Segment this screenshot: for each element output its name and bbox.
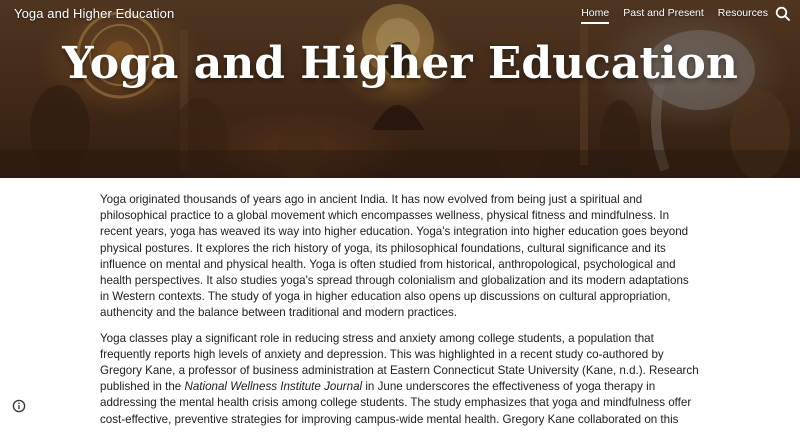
journal-title: National Wellness Institute Journal — [184, 380, 363, 394]
nav-item-resources[interactable]: Resources — [717, 7, 768, 19]
nav-item-past-and-present[interactable]: Past and Present — [623, 7, 704, 19]
search-icon — [774, 5, 792, 23]
study-paragraph-text-start: Yoga classes play a significant role in reducing stress and anxiety among college students, a population that frequently reports high levels of anxiety and depression. This was highlighted in a recent study co-authored by Gregory Kane, a professor of business administration at Eastern Connecticut State University (Kane, n.d.). Research published in the — [100, 331, 699, 394]
top-navigation — [581, 7, 768, 19]
main-content — [100, 192, 700, 437]
nav-item-home[interactable]: Home — [581, 7, 610, 19]
hero-overlay — [0, 0, 800, 178]
site-info-button[interactable] — [12, 399, 26, 413]
study-paragraph-text-end: in June underscores the effectiveness of yoga therapy in addressing the mental health crisis among college students. The study emphasizes that yoga and mindfulness offer cost-effective, preventive strategies for improving campus-wide mental health. Gregory Kane collaborated on this — [100, 380, 692, 426]
intro-paragraph: Yoga originated thousands of years ago in ancient India. It has now evolved from being just a spiritual and philosophical practice to a global movement which encompasses wellness, physical fitness and mindfulness. In recent years, yoga has weaved its way into higher education. Yoga's integration into higher education goes beyond physical postures. It explores the rich history of yoga, its philosophical foundations, cultural significance and its influence on mental and physical health. Yoga is often studied from historical, anthropological, psychological and health perspectives. It also studies yoga's spread through colonialism and globalization and its modern adaptations in Western contexts. The study of yoga in higher education also opens up discussions on cultural appropriation, authencity and the balance between traditional and modern practices. — [100, 193, 689, 320]
site-title[interactable]: Yoga and Higher Education — [14, 6, 175, 21]
info-icon — [12, 399, 26, 413]
search-button[interactable] — [774, 5, 792, 23]
hero-banner — [0, 0, 800, 178]
page-title: Yoga and Higher Education — [62, 38, 738, 89]
study-paragraph — [100, 331, 700, 428]
